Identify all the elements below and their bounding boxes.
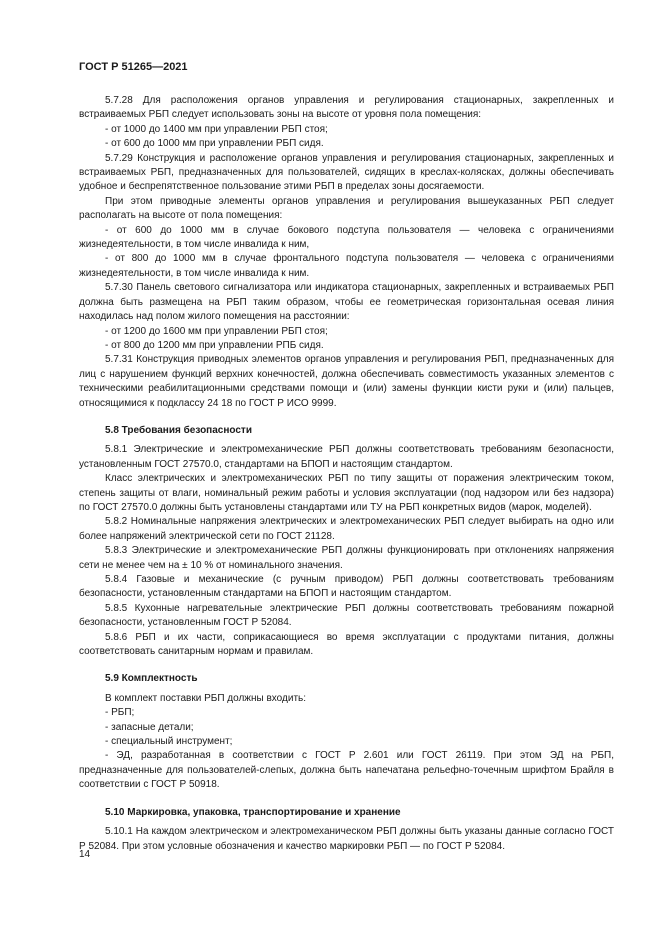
- paragraph: 5.8.2 Номинальные напряжения электрических и электромеханических РБП следует выбирать на одно или более напряжений электрической сети по ГОСТ 21128.: [79, 516, 614, 542]
- paragraph: 5.7.29 Конструкция и расположение органов управления и регулирования стационарных, закрепленных и встраиваемых РБП, предназначенных для пользователей, сидящих в креслах-колясках, должны обеспечивать удобное и беспрепятственное пользование этими РБП в пределах зоны досягаемости.: [79, 152, 614, 193]
- document-header: ГОСТ Р 51265—2021: [79, 61, 188, 73]
- paragraph: 5.8.3 Электрические и электромеханические РБП должны функционировать при отклонениях напряжения сети не менее чем на ± 10 % от номинального значения.: [79, 545, 614, 571]
- page-number: 14: [79, 849, 91, 860]
- section-heading: 5.8 Требования безопасности: [105, 424, 252, 436]
- paragraph: При этом приводные элементы органов управления и регулирования вышеуказанных РБП следует располагать на высоте от пола помещения:: [79, 195, 614, 222]
- paragraph: 5.8.4 Газовые и механические (с ручным приводом) РБП должны соответствовать требованиям безопасности, установленным стандартами на БПОП и настоящим стандартом.: [79, 574, 614, 600]
- paragraph: 5.8.1 Электрические и электромеханические РБП должны соответствовать требованиям безопасности, установленным ГОСТ 27570.0, стандартами на БПОП и настоящим стандартом.: [79, 444, 614, 470]
- paragraph: - от 800 до 1000 мм в случае фронтального подступа пользователя — человека с ограничениями жизнедеятельности, в том числе инвалида к ним.: [79, 253, 614, 279]
- list-item: - от 600 до 1000 мм при управлении РБП сидя.: [105, 138, 324, 150]
- list-item: - от 1000 до 1400 мм при управлении РБП стоя;: [105, 123, 328, 135]
- paragraph: 5.7.30 Панель светового сигнализатора или индикатора стационарных, закрепленных и встраиваемых РБП должна быть размещена на РБП таким образом, чтобы ее геометрическая горизонтальная осевая линия находилась над полом жилого помещения на расстоянии:: [79, 282, 614, 323]
- paragraph: - ЭД, разработанная в соответствии с ГОСТ Р 2.601 или ГОСТ 26119. При этом ЭД на РБП, предназначенные для пользователей-слепых, должна быть напечатана рельефно-точечным шрифтом Брайля в соответствии с ГОСТ Р 50918.: [79, 750, 614, 791]
- list-item: - специальный инструмент;: [105, 736, 233, 748]
- paragraph: Класс электрических и электромеханических РБП по типу защиты от поражения электрическим током, степень защиты от влаги, номинальный режим работы и условия эксплуатации (под надзором или без надзора) по ГОСТ 27570.0 должны быть установлены стандартами или ТУ на РБП конкретных видов (марок, моделей).: [79, 473, 614, 513]
- list-item: - от 1200 до 1600 мм при управлении РБП стоя;: [105, 325, 328, 337]
- section-heading: 5.10 Маркировка, упаковка, транспортирование и хранение: [105, 806, 401, 818]
- paragraph: 5.7.28 Для расположения органов управления и регулирования стационарных, закрепленных и встраиваемых РБП следует использовать зоны на высоте от уровня пола помещения:: [79, 95, 614, 121]
- paragraph: 5.8.5 Кухонные нагревательные электрические РБП должны соответствовать требованиям пожарной безопасности, установленным ГОСТ Р 52084.: [79, 602, 614, 629]
- paragraph: - от 600 до 1000 мм в случае бокового подступа пользователя — человека с ограничениями жизнедеятельности, в том числе инвалида к ним,: [79, 224, 614, 251]
- document-body: [79, 94, 614, 854]
- list-item: - РБП;: [105, 707, 135, 719]
- list-item: - запасные детали;: [105, 721, 194, 733]
- paragraph: 5.10.1 На каждом электрическом и электромеханическом РБП должны быть указаны данные согласно ГОСТ Р 52084. При этом условные обозначения и качество маркировки РБП — по ГОСТ Р 52084.: [79, 826, 614, 852]
- paragraph: 5.7.31 Конструкция приводных элементов органов управления и регулирования РБП, предназначенных для лиц с нарушением функций верхних конечностей, должна обеспечивать совместимость указанных элементов с техническими реабилитационными средствами помощи и (или) замены функции кисти руки и (или) пальцев, относящимися к подклассу 24 18 по ГОСТ Р ИСО 9999.: [79, 354, 614, 409]
- section-heading: 5.9 Комплектность: [105, 673, 198, 685]
- list-item: - от 800 до 1200 мм при управлении РПБ сидя.: [105, 339, 324, 351]
- paragraph: В комплект поставки РБП должны входить:: [105, 692, 307, 704]
- paragraph: 5.8.6 РБП и их части, соприкасающиеся во время эксплуатации с продуктами питания, должны соответствовать санитарным нормам и правилам.: [79, 631, 614, 658]
